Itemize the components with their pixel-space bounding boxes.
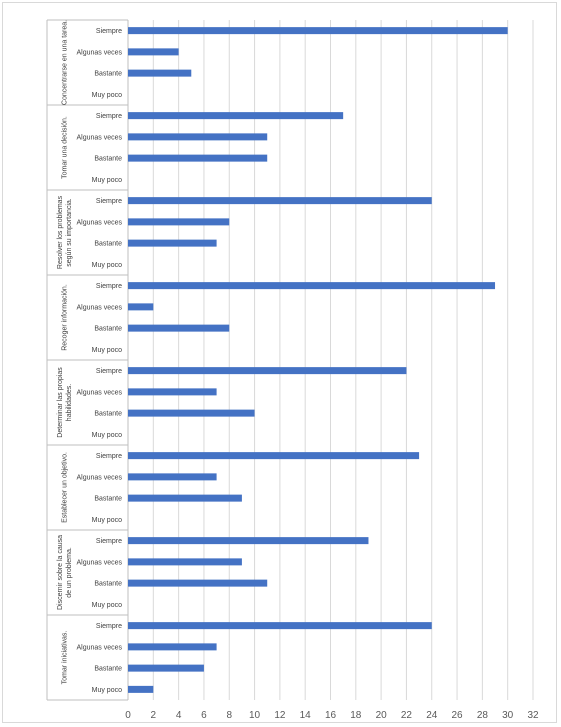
category-label: Bastante <box>94 70 122 78</box>
x-tick-label: 32 <box>527 710 539 721</box>
category-label: Bastante <box>94 410 122 418</box>
group-label-line: Recoger información. <box>61 284 69 351</box>
category-label: Muy poco <box>91 601 122 609</box>
bar <box>128 303 153 310</box>
bar <box>128 133 267 140</box>
x-tick-label: 26 <box>451 710 463 721</box>
group-label <box>62 116 69 179</box>
group-label-line: habilidades. <box>66 383 73 422</box>
category-label: Algunas veces <box>76 559 122 567</box>
bar <box>128 452 419 459</box>
category-label: Muy poco <box>91 516 122 524</box>
group-label-line: Resolver los problemas <box>57 195 64 270</box>
bar <box>128 580 267 587</box>
bar <box>128 282 495 289</box>
category-label: Algunas veces <box>76 219 122 227</box>
category-label: Bastante <box>94 495 122 503</box>
bar <box>128 473 217 480</box>
bar <box>128 495 242 502</box>
group-label <box>62 452 69 523</box>
category-label: Muy poco <box>91 686 122 694</box>
group-label-line: Establecer un objetivo. <box>61 452 69 523</box>
x-tick-label: 16 <box>324 710 337 721</box>
bar <box>128 218 229 225</box>
category-label: Muy poco <box>91 431 122 439</box>
x-tick-label: 4 <box>175 710 182 721</box>
category-label: Siempre <box>95 368 122 376</box>
group-label <box>57 367 73 438</box>
bar <box>128 27 508 34</box>
bar <box>128 665 204 672</box>
category-label: Algunas veces <box>76 389 122 397</box>
category-label: Algunas veces <box>76 134 122 142</box>
bar <box>128 558 242 565</box>
group-label <box>57 195 73 269</box>
bar <box>128 155 267 162</box>
category-label: Bastante <box>94 240 122 248</box>
group-label-line: Tomar iniciativas. <box>61 630 69 685</box>
category-label: Bastante <box>94 665 122 673</box>
category-label: Muy poco <box>91 346 122 354</box>
group-label <box>57 535 73 610</box>
category-label: Bastante <box>94 155 122 163</box>
category-label: Siempre <box>95 538 122 546</box>
category-label: Bastante <box>94 325 122 333</box>
x-tick-label: 18 <box>350 710 362 721</box>
x-tick-label: 6 <box>201 710 207 721</box>
x-tick-label: 22 <box>400 710 412 721</box>
category-label: Siempre <box>95 113 122 121</box>
bar <box>128 70 191 77</box>
x-tick-label: 2 <box>150 710 157 721</box>
category-label: Muy poco <box>91 91 122 99</box>
category-label: Siempre <box>95 283 122 291</box>
bar <box>128 197 432 204</box>
group-label-line: Discernir sobre la causa <box>57 534 64 611</box>
x-tick-label: 0 <box>125 710 131 721</box>
group-label-line: según su importancia. <box>66 198 73 267</box>
category-label: Bastante <box>94 580 122 588</box>
x-tick-label: 12 <box>274 710 286 721</box>
category-label: Siempre <box>95 623 122 631</box>
x-tick-label: 20 <box>375 710 387 721</box>
category-label: Algunas veces <box>76 474 122 482</box>
group-label <box>62 20 69 105</box>
bar <box>128 686 153 693</box>
bar <box>128 388 217 395</box>
group-label-line: Tomar una decisión. <box>61 116 69 179</box>
category-label: Algunas veces <box>76 304 122 312</box>
bar <box>128 622 432 629</box>
x-tick-label: 14 <box>299 710 311 721</box>
category-label: Algunas veces <box>76 644 122 652</box>
group-label-line: de un problema. <box>66 547 73 598</box>
bar <box>128 48 179 55</box>
category-label: Siempre <box>95 198 122 206</box>
group-label <box>62 631 69 685</box>
bar <box>128 367 406 374</box>
x-tick-label: 8 <box>226 710 233 721</box>
group-label-line: Concentrarse en una tarea. <box>61 19 69 106</box>
group-label-line: Determinar las propias <box>57 367 64 438</box>
category-label: Algunas veces <box>76 49 122 57</box>
category-label: Siempre <box>95 453 122 461</box>
category-label: Siempre <box>95 28 122 36</box>
group-label <box>62 284 69 351</box>
bar <box>128 112 343 119</box>
bar <box>128 537 368 544</box>
x-tick-label: 30 <box>502 710 514 721</box>
category-label: Muy poco <box>91 176 122 184</box>
bar <box>128 410 255 417</box>
bar <box>128 240 217 247</box>
category-label: Muy poco <box>91 261 122 269</box>
x-tick-label: 28 <box>476 710 488 721</box>
bar <box>128 325 229 332</box>
x-tick-label: 24 <box>426 710 438 721</box>
x-tick-label: 10 <box>249 710 261 721</box>
bar <box>128 643 217 650</box>
